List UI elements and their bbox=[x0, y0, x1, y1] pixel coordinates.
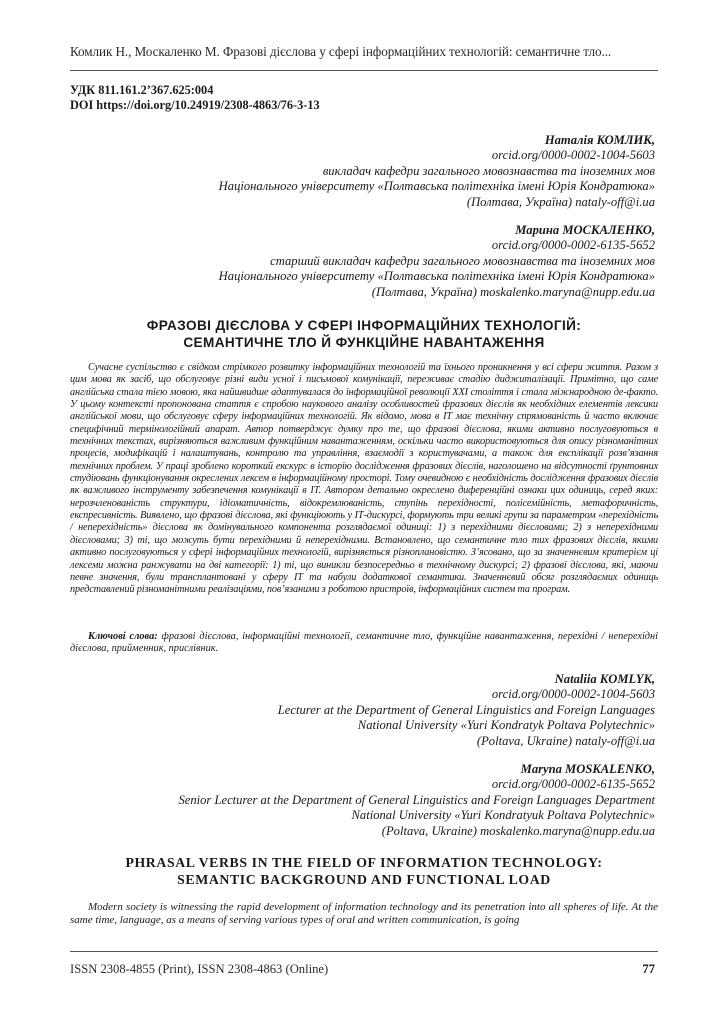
abstract-en-start: Modern society is witnessing the rapid development of information technology and its penetration into all spheres of life. At the same time, language, as a means of serving various types of oral and written communication, is going bbox=[70, 901, 658, 927]
author-name: Nataliia KOMLYK, bbox=[554, 672, 655, 686]
author-position: Senior Lecturer at the Department of General Linguistics and Foreign Languages Department bbox=[178, 792, 655, 807]
author-name: Maryna MOSKALENKO, bbox=[520, 762, 655, 776]
author-orcid[interactable]: orcid.org/0000-0002-1004-5603 bbox=[491, 687, 655, 702]
author-block-uk-moskalenko bbox=[219, 223, 655, 300]
author-location-email: (Poltava, Ukraine) moskalenko.maryna@nupp.edu.ua bbox=[381, 823, 655, 838]
header-rule bbox=[70, 70, 658, 71]
author-position: старший викладач кафедри загального мовознавства та іноземних мов bbox=[270, 253, 655, 268]
author-name: Наталія КОМЛИК, bbox=[544, 133, 655, 147]
author-position: Lecturer at the Department of General Linguistics and Foreign Languages bbox=[277, 702, 655, 717]
author-university: National University «Yuri Kondratyk Poltava Polytechnic» bbox=[357, 718, 655, 733]
author-orcid[interactable]: orcid.org/0000-0002-6135-5652 bbox=[491, 238, 655, 253]
title-line-1: ФРАЗОВІ ДІЄСЛОВА У СФЕРІ ІНФОРМАЦІЙНИХ ТЕХНОЛОГІЙ: bbox=[146, 318, 582, 333]
author-location-email: (Полтава, Україна) moskalenko.maryna@nupp.edu.ua bbox=[371, 284, 655, 299]
author-block-en-moskalenko bbox=[178, 762, 655, 839]
udk-doi-block bbox=[70, 83, 320, 112]
article-title-en bbox=[70, 855, 658, 888]
keywords-text: фразові дієслова, інформаційні технології, семантичне тло, функційне навантаження, перехідні / неперехідні дієслова, прийменник, прислівник. bbox=[70, 631, 658, 655]
footer-issn: ISSN 2308-4855 (Print), ISSN 2308-4863 (Online) bbox=[70, 962, 329, 976]
author-block-en-komlyk bbox=[278, 672, 655, 749]
footer-rule bbox=[70, 951, 658, 952]
title-line-2: СЕМАНТИЧНЕ ТЛО Й ФУНКЦІЙНЕ НАВАНТАЖЕННЯ bbox=[183, 334, 545, 350]
author-university: Національного університету «Полтавська політехніка імені Юрія Кондратюка» bbox=[218, 179, 655, 194]
article-title-uk bbox=[70, 318, 658, 351]
author-position: викладач кафедри загального мовознавства та іноземних мов bbox=[322, 163, 655, 178]
title-line-1: PHRASAL VERBS IN THE FIELD OF INFORMATION TECHNOLOGY: bbox=[125, 855, 603, 870]
keywords-uk bbox=[70, 631, 658, 656]
abstract-text: Сучасне суспільство є свідком стрімкого розвитку інформаційних технологій та їхнього проникнення у всі сфери життя. Разом з цим мова як засіб, що обслуговує різні види усної і письмової комунікації, переживає стадію диджиталізації. Примітно, що саме англійська стала тією мовою, яка найшвидше адаптувалася до інформаційної революції XXI століття і стала міжнародною де-факто. У цьому контексті пропонована стаття є спробою наукового аналізу особливостей фразових дієслів як необхідних елементів лексики англійської мови, що обслуговує сферу інформаційних технологій. Як відомо, мова в ІТ має технічну спрямованість й часто включає специфічний термінологійний апарат. Автор потверджує думку про те, що фразові дієслова, якими активно послуговуються в технічних текстах, вирізняються важливим функційним навантаженням, оскільки часто використовуються для опису різноманітних процесів, модифікацій і налаштувань, контролю та управління, взаємодії з користувачами, а також для експлікації розв’язання технічних проблем. У праці зроблено короткий екскурс в історію дослідження фразових дієслів, наголошено на відсутності ґрунтовних студіювань функціонування окреслених лексем в інформаційному просторі. Тому очевидною є необхідність дослідження фразових дієслів як важливого інструменту забезпечення комунікації в ІТ. Автором детально окреслено диференційні ознаки цих одиниць, серед яких: нерозчленованість структури, ідіоматичність, відокремлюваність, ступінь перехідності, полісемійність, метафоричність, експресивність. Виявлено, що фразові дієслова, які функціюють у ІТ-дискурсі, формують три великі групи за параметром «перехідність / неперехідність» дієслова як домінувального компонента розглядаємої одиниці: 1) з перехідними дієсловами; 2) з неперехідними дієсловами; 3) ті, що можуть бути перехідними й неперехідними. Встановлено, що семантичне тло тих фразових дієслів, якими активно послуговуються у сфері інформаційних технологій, вирізняється різноплановістю. З’ясовано, що за значеннєвим критерієм ці лексеми можна ранжувати на дві категорії: 1) ті, що виникли безпосередньо в технічному дискурсі; 2) фразові дієслова, які, маючи певне значення, були трансплантовані у сферу ІТ та набули додаткової семантики. Значеннєвий обсяг розглядаємих одиниць представлений різноманітними реалізаціями, пов’язаними з роботою пристроїв, інформаційних систем та програм. bbox=[70, 362, 658, 596]
author-location-email: (Полтава, Україна) nataly-off@i.ua bbox=[466, 194, 655, 209]
author-university: Національного університету «Полтавська політехніка імені Юрія Кондратюка» bbox=[218, 269, 655, 284]
udk-code: УДК 811.161.2’367.625:004 bbox=[70, 83, 214, 97]
author-orcid[interactable]: orcid.org/0000-0002-6135-5652 bbox=[491, 777, 655, 792]
keywords-label: Ключові слова: bbox=[88, 631, 158, 642]
running-head: Комлик Н., Москаленко М. Фразові дієслова у сфері інформаційних технологій: семантичне тло... bbox=[70, 44, 612, 59]
author-block-uk-komlyk bbox=[219, 133, 655, 210]
doi-link[interactable]: DOI https://doi.org/10.24919/2308-4863/76-3-13 bbox=[70, 97, 320, 112]
author-name: Марина МОСКАЛЕНКО, bbox=[515, 223, 655, 237]
title-line-2: SEMANTIC BACKGROUND AND FUNCTIONAL LOAD bbox=[177, 871, 551, 887]
author-university: National University «Yuri Kondratyuk Poltava Polytechnic» bbox=[351, 808, 655, 823]
author-orcid[interactable]: orcid.org/0000-0002-1004-5603 bbox=[491, 148, 655, 163]
abstract-uk bbox=[70, 362, 658, 597]
author-location-email: (Poltava, Ukraine) nataly-off@i.ua bbox=[476, 733, 655, 748]
page-number: 77 bbox=[642, 962, 655, 976]
